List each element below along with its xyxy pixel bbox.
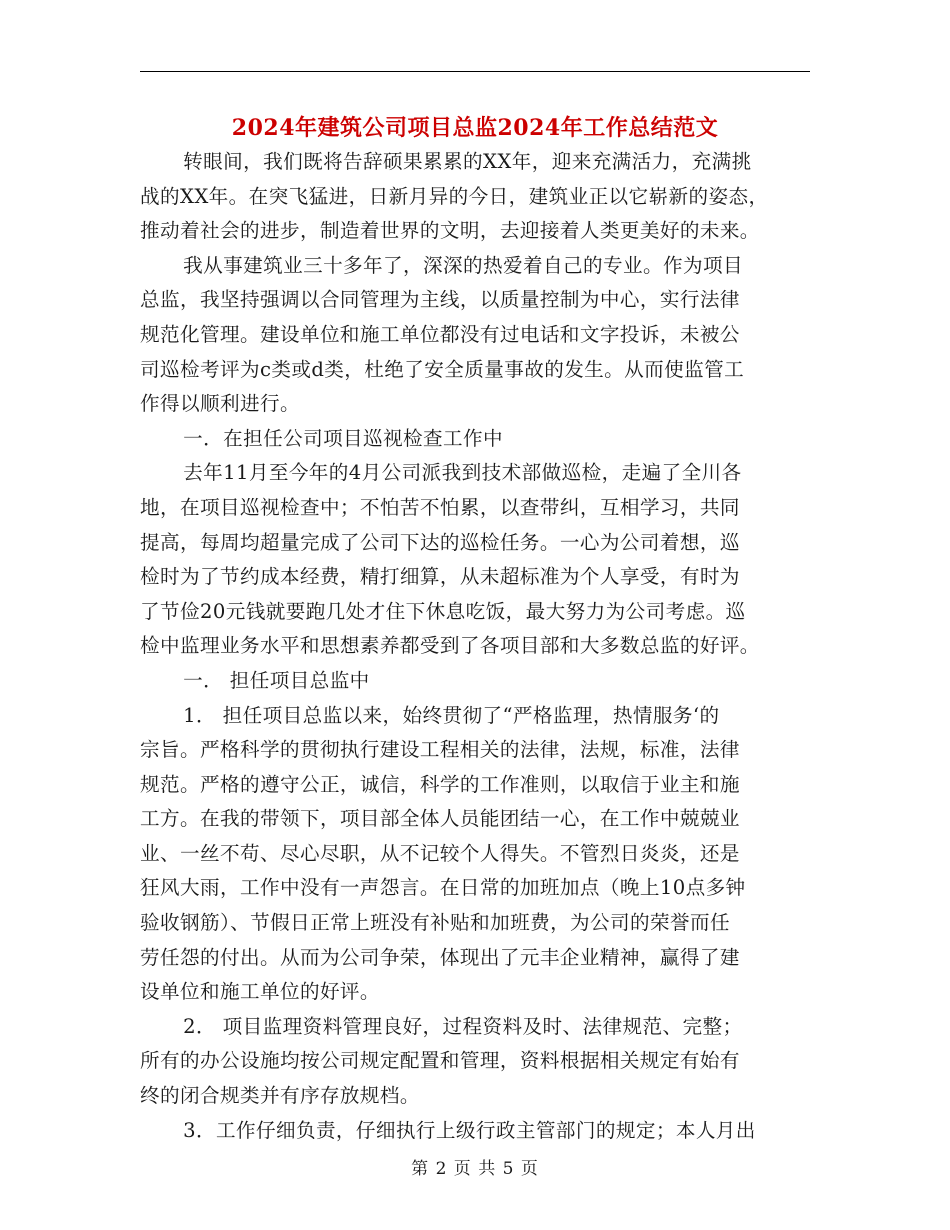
paragraph-line: 地，在项目巡视检查中；不怕苦不怕累，以查带纠，互相学习，共同 <box>140 495 740 519</box>
paragraph-line: 设单位和施工单位的好评。 <box>140 980 380 1004</box>
paragraph-line: 验收钢筋）、节假日正常上班没有补贴和加班费，为公司的荣誉而任 <box>140 911 731 935</box>
paragraph-line: 我从事建筑业三十多年了，深深的热爱着自己的专业。作为项目 <box>183 253 743 277</box>
paragraph-line: 1． 担任项目总监以来，始终贯彻了“严格监理，热情服务‘的 <box>183 703 720 727</box>
paragraph <box>140 664 812 699</box>
paragraph <box>140 249 812 422</box>
page-number-footer: 第 2 页 共 5 页 <box>411 1159 539 1179</box>
paragraph-line: 一． 担任项目总监中 <box>183 668 370 692</box>
paragraph <box>140 1010 812 1114</box>
paragraph-line: 规范。严格的遵守公正，诚信，科学的工作准则，以取信于业主和施 <box>140 772 740 796</box>
paragraph-line: 业、一丝不苟、尽心尽职，从不记较个人得失。不管烈日炎炎，还是 <box>140 841 740 865</box>
paragraph-line: 作得以顺利进行。 <box>140 392 300 416</box>
paragraph-line: 所有的办公设施均按公司规定配置和管理，资料根据相关规定有始有 <box>140 1049 740 1073</box>
paragraph-line: 规范化管理。建设单位和施工单位都没有过电话和文字投诉，未被公 <box>140 322 740 346</box>
paragraph-line: 了节俭20元钱就要跑几处才住下休息吃饭，最大努力为公司考虑。巡 <box>140 599 746 623</box>
paragraph-line: 司巡检考评为c类或d类，杜绝了安全质量事故的发生。从而使监管工 <box>140 357 745 381</box>
paragraph-line: 检中监理业务水平和思想素养都受到了各项目部和大多数总监的好评。 <box>140 634 760 658</box>
paragraph-line: 终的闭合规类并有序存放规档。 <box>140 1084 420 1108</box>
document-title: 2024年建筑公司项目总监2024年工作总结范文 <box>231 115 719 141</box>
paragraph-line: 工方。在我的带领下，项目部全体人员能团结一心，在工作中兢兢业 <box>140 807 740 831</box>
paragraph <box>140 699 812 1010</box>
paragraph <box>140 422 812 457</box>
paragraph-line: 宗旨。严格科学的贯彻执行建设工程相关的法律，法规，标准，法律 <box>140 738 740 762</box>
paragraph <box>140 145 812 249</box>
paragraph-line: 去年11月至今年的4月公司派我到技术部做巡检，走遍了全川各 <box>183 461 742 485</box>
paragraph-line: 总监，我坚持强调以合同管理为主线，以质量控制为中心，实行法律 <box>140 288 740 312</box>
paragraph-line: 3．工作仔细负责，仔细执行上级行政主管部门的规定；本人月出 <box>183 1118 756 1142</box>
paragraph-line: 战的XX年。在突飞猛进，日新月异的今日，建筑业正以它崭新的姿态， <box>140 184 769 208</box>
paragraph-line: 劳任怨的付出。从而为公司争荣，体现出了元丰企业精神，赢得了建 <box>140 945 740 969</box>
document-body <box>140 145 812 1148</box>
paragraph-line: 狂风大雨，工作中没有一声怨言。在日常的加班加点（晚上10点多钟 <box>140 876 746 900</box>
paragraph-line: 一．在担任公司项目巡视检查工作中 <box>183 426 504 450</box>
paragraph-line: 2． 项目监理资料管理良好，过程资料及时、法律规范、完整； <box>183 1014 743 1038</box>
paragraph <box>140 1114 812 1149</box>
paragraph-line: 推动着社会的进步，制造着世界的文明，去迎接着人类更美好的未来。 <box>140 219 760 243</box>
paragraph-line: 检时为了节约成本经费，精打细算，从未超标准为个人享受，有时为 <box>140 565 740 589</box>
paragraph <box>140 456 812 664</box>
paragraph-line: 转眼间，我们既将告辞硕果累累的XX年，迎来充满活力，充满挑 <box>183 150 752 173</box>
header-rule <box>140 71 810 72</box>
paragraph-line: 提高，每周均超量完成了公司下达的巡检任务。一心为公司着想，巡 <box>140 530 740 554</box>
